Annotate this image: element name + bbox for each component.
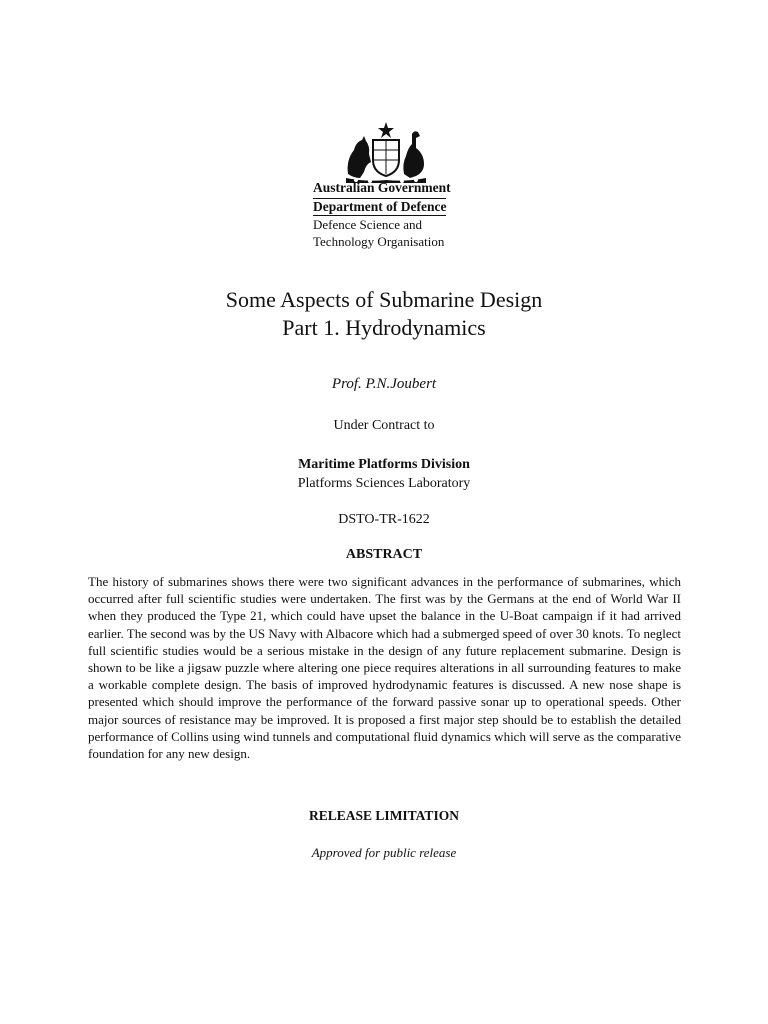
division-name: Maritime Platforms Division bbox=[298, 457, 470, 472]
organisation-name-line1: Defence Science and bbox=[313, 217, 422, 232]
department-name: Department of Defence bbox=[313, 199, 447, 214]
australian-coat-of-arms-icon bbox=[336, 120, 436, 184]
agency-block bbox=[313, 179, 513, 250]
government-name: Australian Government bbox=[313, 180, 451, 195]
report-number: DSTO-TR-1622 bbox=[338, 512, 430, 527]
contract-note: Under Contract to bbox=[333, 418, 435, 433]
title-line2: Part 1. Hydrodynamics bbox=[282, 315, 486, 340]
title-line1: Some Aspects of Submarine Design bbox=[225, 287, 543, 312]
laboratory-name: Platforms Sciences Laboratory bbox=[297, 476, 471, 491]
release-limitation-heading: RELEASE LIMITATION bbox=[309, 808, 459, 823]
organisation-name-line2: Technology Organisation bbox=[313, 234, 445, 249]
release-limitation-text: Approved for public release bbox=[311, 845, 457, 860]
author: Prof. P.N.Joubert bbox=[331, 376, 437, 392]
document-title bbox=[0, 286, 768, 342]
abstract-text: The history of submarines shows there were two significant advances in the performance of submarines, which occurred after full scientific studies were undertaken. The first was by the Germans at the end of World War II when they produced the Type 21, which could have upset the balance in the U-Boat campaign if it had arrived earlier. The second was by the US Navy with Albacore which had a submerged speed of over 30 knots. To neglect full scientific studies would be a serious mistake in the design of any future replacement submarine. Design is shown to be like a jigsaw puzzle where altering one piece requires alterations in all surrounding features to make a workable complete design. The basis of improved hydrodynamic features is discussed. A new nose shape is presented which should improve the performance of the forward passive sonar up to operational speeds. Other major sources of resistance may be improved. It is proposed a first major step should be to establish the detailed performance of Collins using wind tunnels and computational fluid dynamics which will serve as the comparative foundation for any new design. bbox=[88, 574, 681, 762]
abstract-heading: ABSTRACT bbox=[345, 547, 423, 562]
